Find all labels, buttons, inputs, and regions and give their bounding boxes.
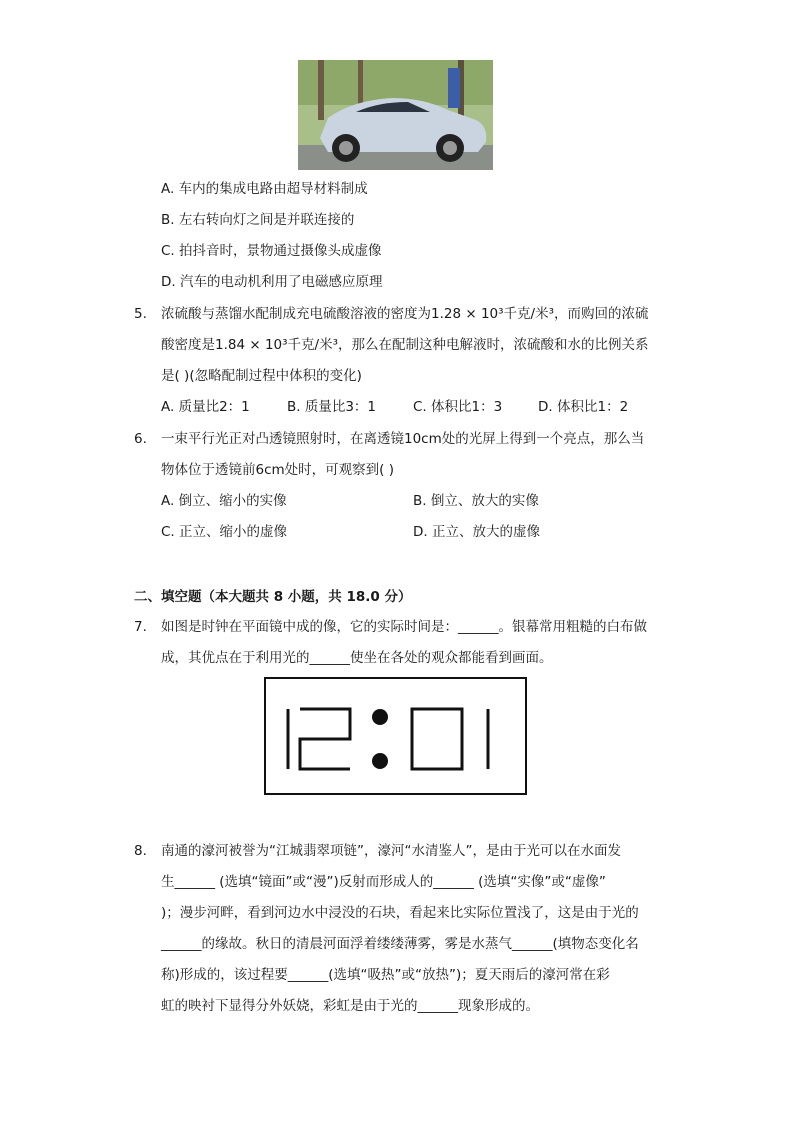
q4-option-b: B. 左右转向灯之间是并联连接的 xyxy=(161,212,355,228)
digital-clock-display xyxy=(266,679,525,793)
q8-number: 8. xyxy=(134,843,147,859)
q5-option-b: B. 质量比3：1 xyxy=(287,399,377,415)
q8-line-3: )；漫步河畔，看到河边水中浸没的石块，看起来比实际位置浅了，这是由于光的 xyxy=(161,905,639,921)
q6-number: 6. xyxy=(134,431,147,447)
q4-option-d: D. 汽车的电动机利用了电磁感应原理 xyxy=(161,274,383,290)
section-fill-in-heading: 二、填空题（本大题共 8 小题，共 18.0 分） xyxy=(134,589,412,605)
q7-line-2: 成，其优点在于利用光的______使坐在各处的观众都能看到画面。 xyxy=(161,650,553,666)
q7-number: 7. xyxy=(134,619,147,635)
q5-option-c: C. 体积比1：3 xyxy=(413,399,503,415)
q8-line-5: 称)形成的，该过程要______(选填“吸热”或“放热”)；夏天雨后的濠河常在彩 xyxy=(161,967,610,983)
q6-line-2: 物体位于透镜前6cm处时，可观察到( ) xyxy=(161,462,394,478)
q6-option-c: C. 正立、缩小的虚像 xyxy=(161,524,288,540)
mirror-clock-figure xyxy=(264,677,527,795)
q5-option-a: A. 质量比2：1 xyxy=(161,399,250,415)
q8-line-1: 南通的濠河被誉为“江城翡翠项链”，濠河“水清鉴人”，是由于光可以在水面发 xyxy=(161,843,621,859)
q5-line-1: 浓硫酸与蒸馏水配制成充电硫酸溶液的密度为1.28 × 10³千克/米³，而购回的浓硫 xyxy=(161,306,649,322)
q5-line-3: 是( )(忽略配制过程中体积的变化) xyxy=(161,368,362,384)
q4-option-c: C. 拍抖音时，景物通过摄像头成虚像 xyxy=(161,243,382,259)
q8-line-6: 虹的映衬下显得分外妖娆，彩虹是由于光的______现象形成的。 xyxy=(161,998,539,1014)
car-photo xyxy=(298,60,493,170)
q5-line-2: 酸密度是1.84 × 10³千克/米³，那么在配制这种电解液时，浓硫酸和水的比例关系 xyxy=(161,337,649,353)
q6-option-a: A. 倒立、缩小的实像 xyxy=(161,493,287,509)
q5-number: 5. xyxy=(134,306,147,322)
q6-line-1: 一束平行光正对凸透镜照射时，在离透镜10cm处的光屏上得到一个亮点，那么当 xyxy=(161,431,645,447)
q4-option-a: A. 车内的集成电路由超导材料制成 xyxy=(161,181,368,197)
q5-option-d: D. 体积比1：2 xyxy=(538,399,629,415)
q7-line-1: 如图是时钟在平面镜中成的像，它的实际时间是：______。银幕常用粗糙的白布做 xyxy=(161,619,647,635)
car-illustration xyxy=(298,60,493,170)
q6-option-d: D. 正立、放大的虚像 xyxy=(413,524,540,540)
q8-line-2: 生______ (选填“镜面”或“漫”)反射而形成人的______ (选填“实像”或“虚像” xyxy=(161,874,606,890)
q8-line-4: ______的缘故。秋日的清晨河面浮着缕缕薄雾，雾是水蒸气______(填物态变化名 xyxy=(161,936,639,952)
q6-option-b: B. 倒立、放大的实像 xyxy=(413,493,539,509)
